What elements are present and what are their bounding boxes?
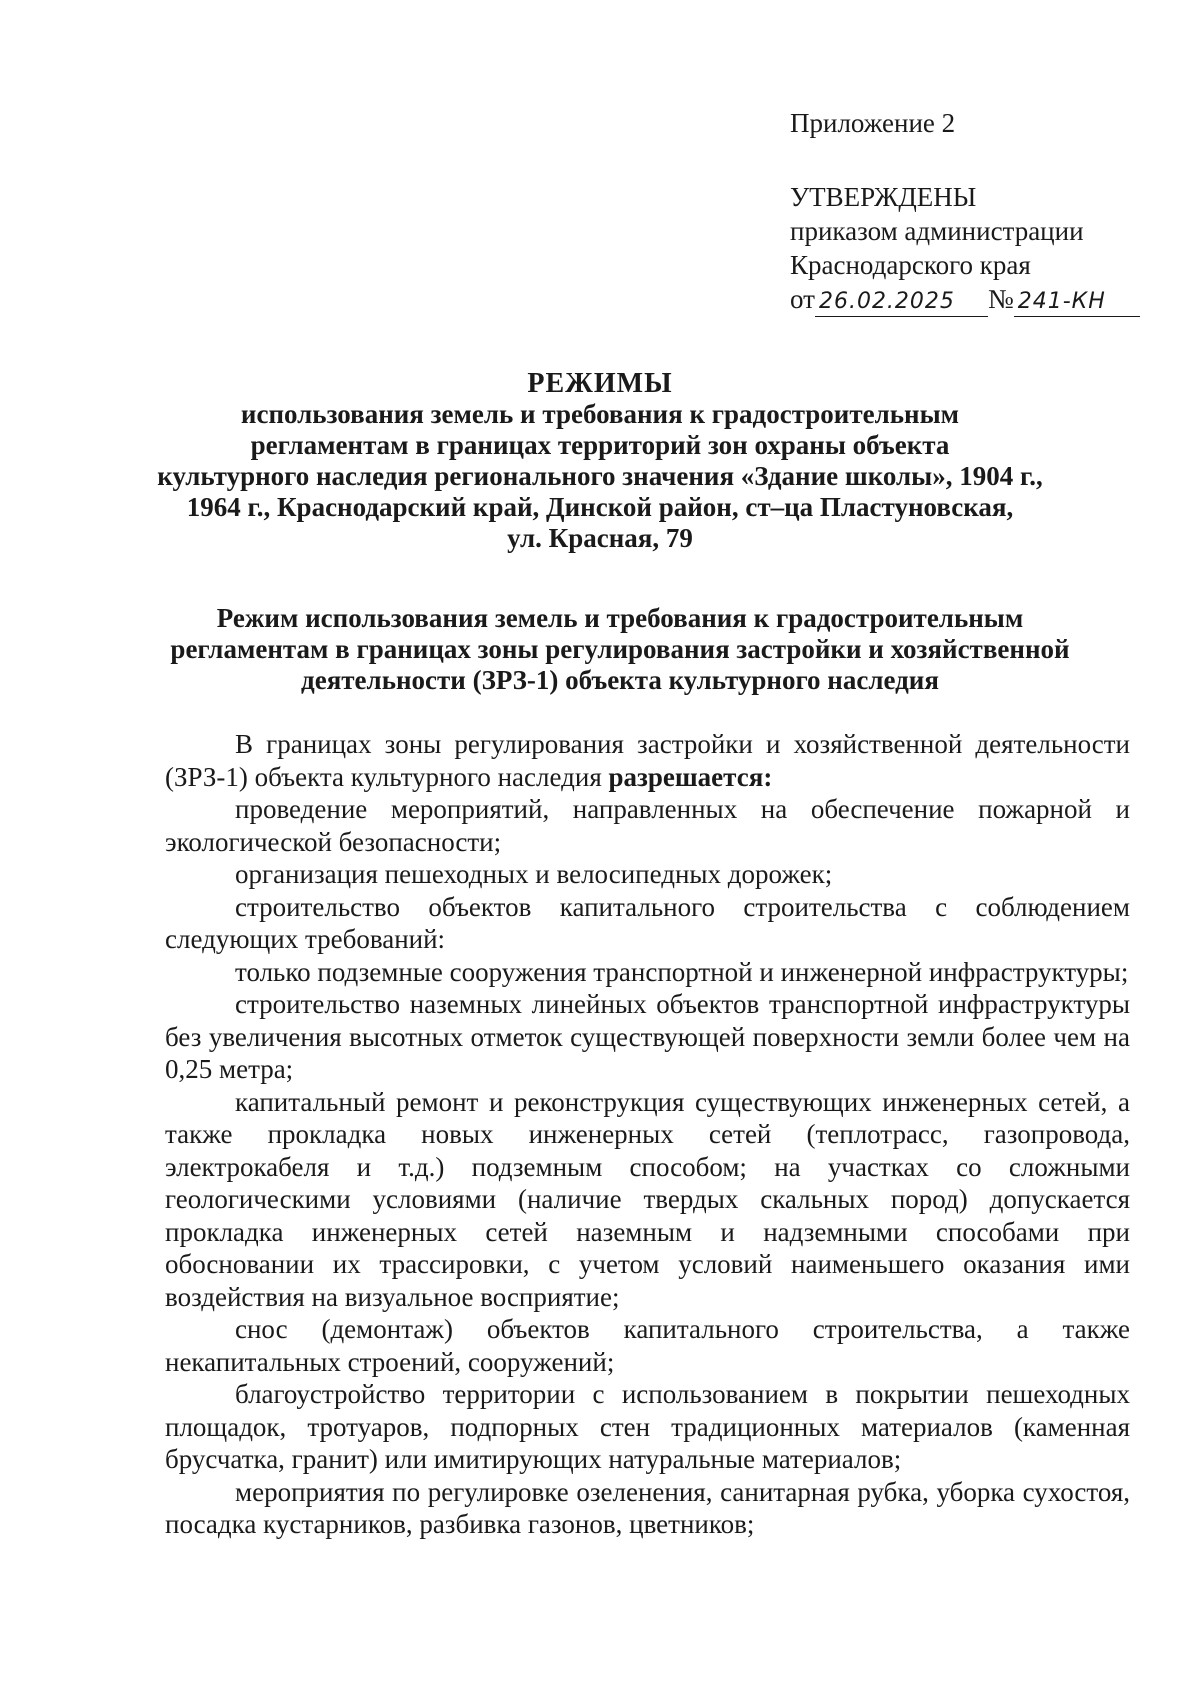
appendix-label: Приложение 2 xyxy=(790,108,956,138)
order-number-handwritten: 241-КН xyxy=(1014,288,1140,317)
title-line: 1964 г., Краснодарский край, Динской район, ст–ца Пластуновская, xyxy=(186,492,1014,522)
title-line: культурного наследия регионального значения «Здание школы», 1904 г., xyxy=(157,461,1043,491)
order-date-handwritten: 26.02.2025 xyxy=(815,288,988,317)
intro-paragraph xyxy=(165,728,1130,793)
body-paragraph: организация пешеходных и велосипедных дорожек; xyxy=(235,859,833,889)
body-paragraph: капитальный ремонт и реконструкция существующих инженерных сетей, а также прокладка новых инженерных сетей (теплотрасс, газопровода, электрокабеля и т.д.) подземным способом; на участках со сложными геологическими условиями (наличие твердых скальных пород) допускается прокладка инженерных сетей наземным и надземными способами при обосновании их трассировки, с учетом условий наименьшего оказания ими воздействия на визуальное восприятие; xyxy=(165,1086,1130,1312)
date-prefix: от xyxy=(790,284,815,314)
intro-bold-text: разрешается: xyxy=(608,761,773,792)
region-label: Краснодарского края xyxy=(790,250,1031,280)
section-heading xyxy=(160,603,1080,696)
order-date-number xyxy=(790,282,1150,317)
intro-text: В границах зоны регулирования застройки и хозяйственной деятельности (ЗРЗ-1) объекта культурного наследия xyxy=(165,729,1130,792)
body-paragraph: строительство наземных линейных объектов транспортной инфраструктуры без увеличения высотных отметок существующей поверхности земли более чем на 0,25 метра; xyxy=(165,989,1130,1084)
heading-line: деятельности (ЗРЗ-1) объекта культурного наследия xyxy=(301,665,939,695)
body-text xyxy=(165,728,1130,1541)
title-line: ул. Красная, 79 xyxy=(507,523,693,553)
heading-line: Режим использования земель и требования к градостроительным xyxy=(216,603,1024,633)
approval-block xyxy=(790,106,1150,317)
order-label: приказом администрации xyxy=(790,216,1084,246)
title-main: РЕЖИМЫ xyxy=(527,368,673,399)
body-paragraph: строительство объектов капитального строительства с соблюдением следующих требований: xyxy=(165,891,1130,954)
body-paragraph: только подземные сооружения транспортной и инженерной инфраструктуры; xyxy=(235,956,1129,987)
approved-label: УТВЕРЖДЕНЫ xyxy=(790,182,977,212)
body-paragraph: благоустройство территории с использованием в покрытии пешеходных площадок, тротуаров, подпорных стен традиционных материалов (каменная брусчатка, гранит) или имитирующих натуральные материалов; xyxy=(165,1379,1130,1474)
document-title xyxy=(150,368,1050,554)
body-paragraph: мероприятия по регулировке озеленения, санитарная рубка, уборка сухостоя, посадка кустарников, разбивка газонов, цветников; xyxy=(165,1476,1130,1539)
number-prefix: № xyxy=(987,284,1014,314)
body-paragraph: проведение мероприятий, направленных на обеспечение пожарной и экологической безопасности; xyxy=(165,794,1130,857)
body-paragraph: снос (демонтаж) объектов капитального строительства, а также некапитальных строений, сооружений; xyxy=(165,1314,1130,1377)
heading-line: регламентам в границах зоны регулирования застройки и хозяйственной xyxy=(170,634,1070,664)
title-line: использования земель и требования к градостроительным xyxy=(240,399,960,429)
title-line: регламентам в границах территорий зон охраны объекта xyxy=(250,430,950,460)
